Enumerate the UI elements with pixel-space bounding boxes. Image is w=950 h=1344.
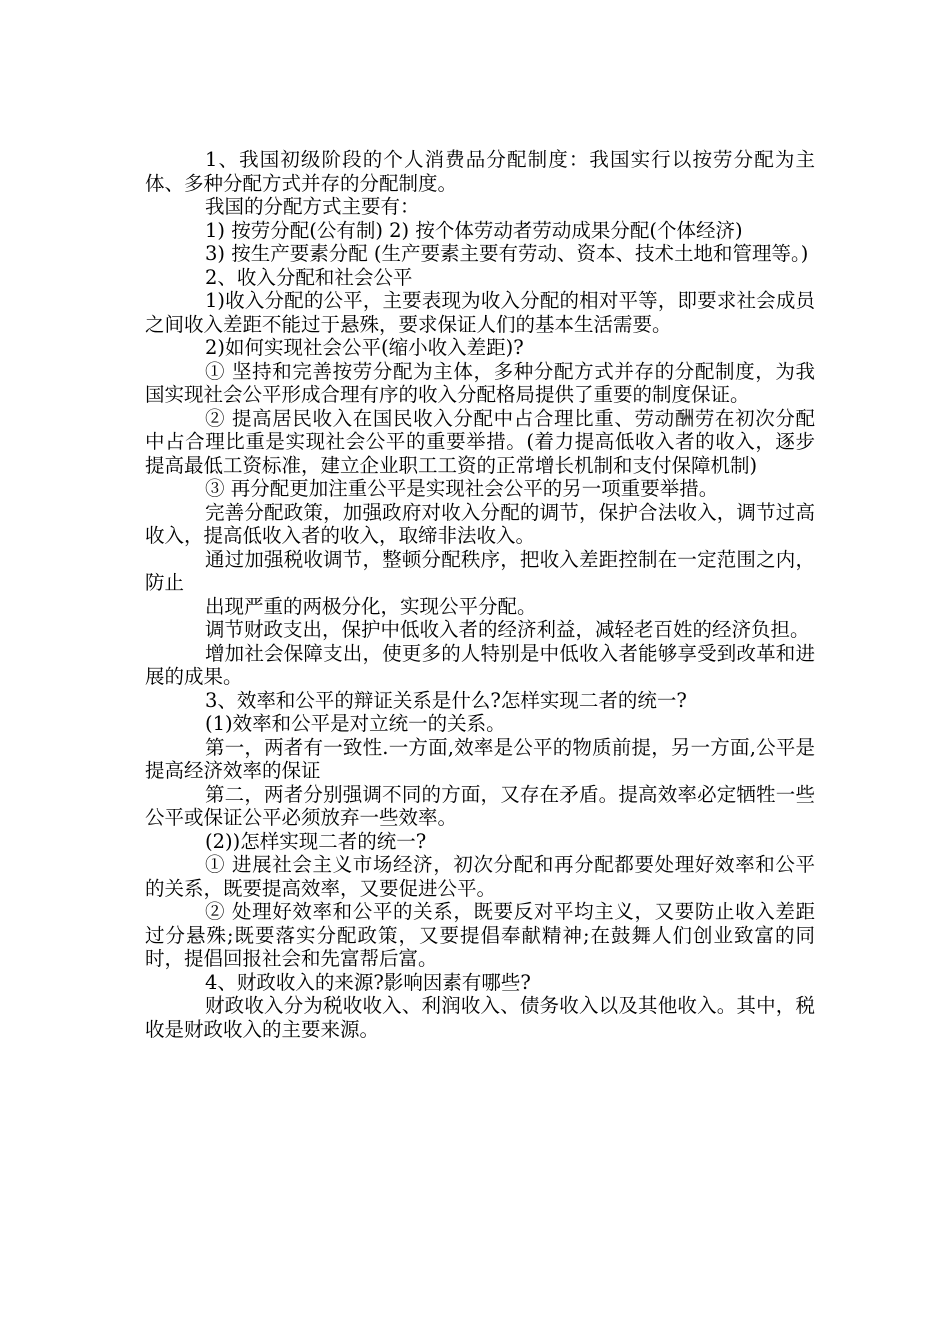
paragraph-unify-measure-1: ① 进展社会主义市场经济，初次分配和再分配都要处理好效率和公平的关系，既要提高效率，又要促进公平。 (145, 853, 815, 900)
paragraph-measure-2: ② 提高居民收入在国民收入分配中占合理比重、劳动酬劳在初次分配中占合理比重是实现社会公平的重要举措。(着力提高低收入者的收入，逐步提高最低工资标准，建立企业职工工资的正常增长机制和支付保障机制) (145, 406, 815, 477)
paragraph-how-to-unify: (2))怎样实现二者的统一? (205, 829, 427, 853)
paragraph-distribution-methods-intro: 我国的分配方式主要有： (205, 195, 420, 218)
heading-income-fairness: 2、收入分配和社会公平 (205, 265, 413, 289)
paragraph-method-1-2: 1) 按劳分配(公有制) 2) 按个体劳动者劳动成果分配(个体经济) (205, 218, 743, 242)
paragraph-first-consistency: 第一，两者有一致性.一方面,效率是公平的物质前提，另一方面,公平是提高经济效率的保证 (145, 735, 815, 782)
paragraph-fairness-definition: 1)收入分配的公平，主要表现为收入分配的相对平等，即要求社会成员之间收入差距不能过于悬殊，要求保证人们的基本生活需要。 (145, 289, 815, 336)
paragraph-fiscal-expenditure: 调节财政支出，保护中低收入者的经济利益，减轻老百姓的经济负担。 (205, 618, 810, 641)
paragraph-fiscal-revenue-sources: 财政收入分为税收收入、利润收入、债务收入以及其他收入。其中，税收是财政收入的主要来源。 (145, 994, 815, 1041)
paragraph-prevent-polarization: 出现严重的两极分化，实现公平分配。 (205, 594, 537, 618)
paragraph-social-security: 增加社会保障支出，使更多的人特别是中低收入者能够享受到改革和进展的成果。 (145, 641, 815, 688)
heading-efficiency-fairness: 3、效率和公平的辩证关系是什么?怎样实现二者的统一? (205, 688, 687, 712)
paragraph-distribution-system: 1、我国初级阶段的个人消费品分配制度：我国实行以按劳分配为主体、多种分配方式并存的分配制度。 (145, 148, 815, 195)
paragraph-improve-policy: 完善分配政策，加强政府对收入分配的调节，保护合法收入，调节过高收入，提高低收入者的收入，取缔非法收入。 (145, 500, 815, 547)
paragraph-tax-regulation: 通过加强税收调节，整顿分配秩序，把收入差距控制在一定范围之内，防止 (145, 547, 815, 594)
paragraph-how-to-achieve-fairness: 2)如何实现社会公平(缩小收入差距)? (205, 336, 524, 359)
paragraph-measure-1: ① 坚持和完善按劳分配为主体，多种分配方式并存的分配制度，为我国实现社会公平形成合理有序的收入分配格局提供了重要的制度保证。 (145, 359, 815, 406)
paragraph-unify-measure-2: ② 处理好效率和公平的关系，既要反对平均主义，又要防止收入差距过分悬殊;既要落实分配政策，又要提倡奉献精神;在鼓舞人们创业致富的同时，提倡回报社会和先富帮后富。 (145, 900, 815, 970)
paragraph-method-3: 3) 按生产要素分配 (生产要素主要有劳动、资本、技术土地和管理等。) (205, 242, 809, 265)
heading-fiscal-revenue: 4、财政收入的来源?影响因素有哪些? (205, 970, 531, 994)
paragraph-measure-3: ③ 再分配更加注重公平是实现社会公平的另一项重要举措。 (205, 477, 719, 500)
paragraph-unity-of-opposites: (1)效率和公平是对立统一的关系。 (205, 712, 506, 735)
paragraph-second-contradiction: 第二，两者分别强调不同的方面，又存在矛盾。提高效率必定牺牲一些公平或保证公平必须放弃一些效率。 (145, 782, 815, 829)
document-body (145, 148, 815, 1041)
